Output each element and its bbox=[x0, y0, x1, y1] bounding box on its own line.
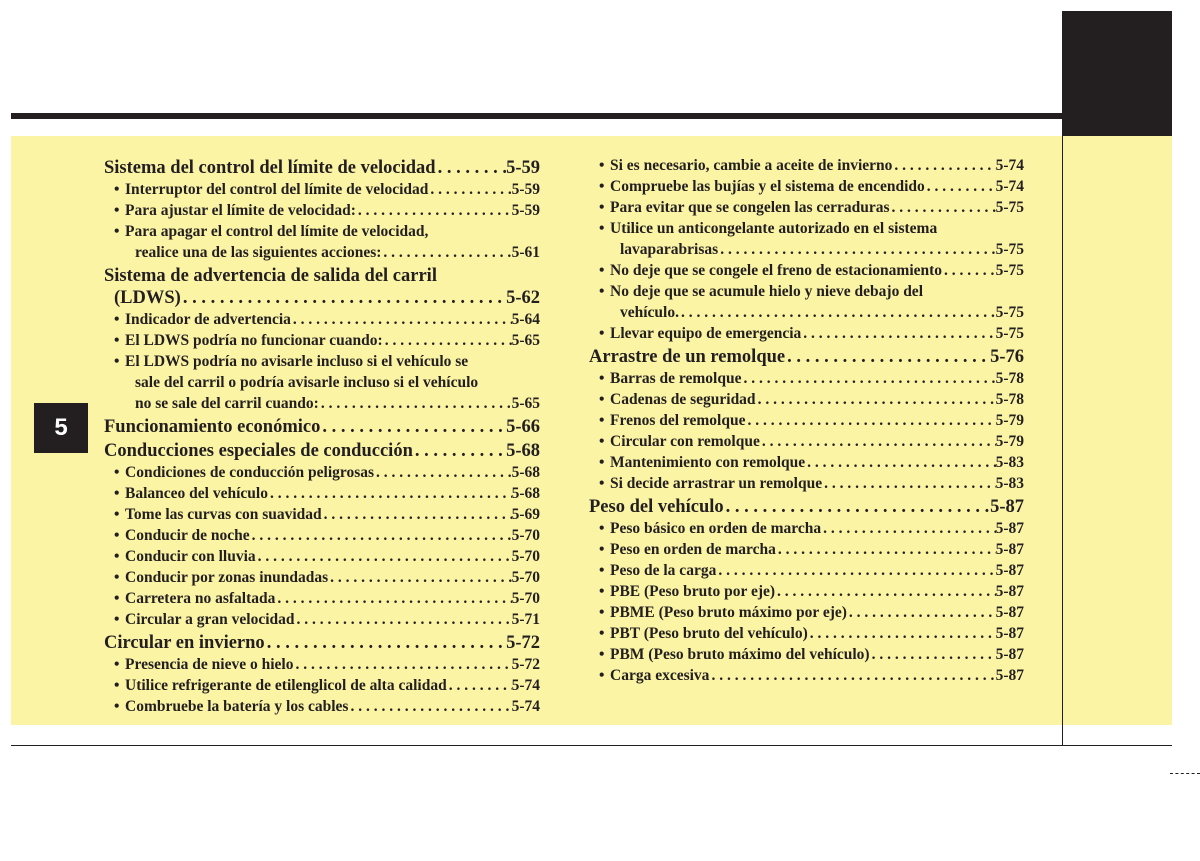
toc-page-number: 5-79 bbox=[995, 433, 1024, 450]
toc-entry-line bbox=[599, 389, 1024, 410]
toc-entry-title: Circular en invierno bbox=[104, 633, 265, 653]
toc-section-entry[interactable] bbox=[104, 440, 540, 462]
dot-leader bbox=[709, 665, 995, 686]
dot-leader bbox=[741, 368, 995, 389]
toc-entry-line bbox=[599, 260, 1024, 281]
toc-subsection-entry[interactable] bbox=[104, 179, 540, 200]
toc-entry-line bbox=[114, 393, 540, 414]
toc-entry-line bbox=[114, 351, 540, 372]
dot-leader bbox=[805, 452, 995, 473]
toc-entry-line bbox=[104, 287, 540, 309]
toc-page-number: 5-70 bbox=[511, 527, 540, 544]
toc-entry-line bbox=[114, 200, 540, 221]
toc-entry-title: Condiciones de conducción peligrosas bbox=[125, 464, 375, 481]
toc-entry-title: Para apagar el control del límite de velocidad, bbox=[125, 223, 429, 240]
toc-entry-title: Carga excesiva bbox=[610, 667, 710, 684]
dot-leader bbox=[801, 323, 995, 344]
dot-leader bbox=[265, 632, 506, 654]
toc-subsection-entry[interactable] bbox=[589, 323, 1024, 344]
toc-page-number: 5-70 bbox=[511, 569, 540, 586]
toc-subsection-entry[interactable] bbox=[589, 539, 1024, 560]
bullet-icon: • bbox=[114, 677, 120, 694]
toc-entry-title: Presencia de nieve o hielo bbox=[125, 656, 294, 673]
toc-entry-title: lavaparabrisas bbox=[620, 241, 719, 258]
toc-entry-title: PBE (Peso bruto por eje) bbox=[610, 583, 776, 600]
toc-page-number: 5-87 bbox=[995, 562, 1024, 579]
toc-subsection-entry[interactable] bbox=[589, 260, 1024, 281]
dot-leader bbox=[847, 602, 996, 623]
toc-subsection-entry[interactable] bbox=[104, 675, 540, 696]
toc-entry-title: Utilice un anticongelante autorizado en el sistema bbox=[610, 220, 938, 237]
toc-subsection-entry[interactable] bbox=[589, 176, 1024, 197]
bullet-icon: • bbox=[114, 569, 120, 586]
dot-leader bbox=[808, 623, 996, 644]
toc-entry-title: Peso de la carga bbox=[610, 562, 717, 579]
toc-subsection-entry[interactable] bbox=[104, 525, 540, 546]
bullet-icon: • bbox=[599, 604, 605, 621]
toc-entry-title: Conducir de noche bbox=[125, 527, 250, 544]
dot-leader bbox=[256, 546, 512, 567]
toc-entry-line bbox=[599, 644, 1024, 665]
toc-page-number: 5-75 bbox=[995, 199, 1024, 216]
toc-entry-line bbox=[599, 302, 1024, 323]
toc-entry-line bbox=[114, 525, 540, 546]
toc-subsection-entry[interactable] bbox=[104, 546, 540, 567]
toc-entry-line bbox=[599, 155, 1024, 176]
bullet-icon: • bbox=[599, 520, 605, 537]
toc-entry-line bbox=[599, 239, 1024, 260]
toc-entry-line bbox=[104, 440, 540, 462]
toc-entry-title: Interruptor del control del límite de velocidad bbox=[125, 181, 429, 198]
toc-page-number: 5-75 bbox=[995, 325, 1024, 342]
toc-entry-title: Frenos del remolque bbox=[610, 412, 746, 429]
toc-entry-title: sale del carril o podría avisarle incluso si el vehículo bbox=[135, 374, 479, 391]
dot-leader bbox=[870, 644, 996, 665]
toc-page-number: 5-61 bbox=[511, 244, 540, 261]
toc-entry-title: Circular a gran velocidad bbox=[125, 611, 295, 628]
toc-entry-title: realice una de las siguientes acciones: bbox=[135, 244, 382, 261]
bullet-icon: • bbox=[599, 412, 605, 429]
bullet-icon: • bbox=[599, 541, 605, 558]
toc-column-left bbox=[104, 155, 540, 717]
toc-subsection-entry[interactable] bbox=[589, 644, 1024, 665]
toc-entry-line bbox=[599, 665, 1024, 686]
toc-entry-line bbox=[114, 675, 540, 696]
toc-entry-line bbox=[599, 410, 1024, 431]
toc-entry-line bbox=[114, 546, 540, 567]
bullet-icon: • bbox=[599, 325, 605, 342]
dot-leader bbox=[776, 539, 996, 560]
toc-subsection-entry[interactable] bbox=[589, 281, 1024, 323]
toc-subsection-entry[interactable] bbox=[589, 560, 1024, 581]
toc-entry-line bbox=[599, 581, 1024, 602]
toc-page-number: 5-70 bbox=[511, 548, 540, 565]
bullet-icon: • bbox=[114, 353, 120, 370]
toc-entry-line bbox=[589, 346, 1024, 368]
toc-entry-title: Si decide arrastrar un remolque bbox=[610, 475, 823, 492]
toc-subsection-entry[interactable] bbox=[589, 518, 1024, 539]
toc-entry-line bbox=[114, 372, 540, 393]
toc-page-number: 5-65 bbox=[511, 332, 540, 349]
toc-entry-title: Para evitar que se congelen las cerraduras bbox=[610, 199, 890, 216]
toc-subsection-entry[interactable] bbox=[589, 368, 1024, 389]
toc-page-number: 5-69 bbox=[511, 506, 540, 523]
dot-leader bbox=[328, 567, 511, 588]
dot-leader bbox=[890, 197, 996, 218]
chapter-number: 5 bbox=[54, 414, 68, 441]
bullet-icon: • bbox=[114, 332, 120, 349]
toc-entry-line bbox=[599, 431, 1024, 452]
toc-subsection-entry[interactable] bbox=[104, 200, 540, 221]
chapter-tab[interactable] bbox=[34, 403, 88, 453]
toc-entry-title: PBM (Peso bruto máximo del vehículo) bbox=[610, 646, 870, 663]
toc-page-number: 5-72 bbox=[511, 656, 540, 673]
bottom-rule bbox=[11, 745, 1172, 746]
bullet-icon: • bbox=[599, 262, 605, 279]
dot-leader bbox=[756, 389, 996, 410]
toc-entry-title: PBT (Peso bruto del vehículo) bbox=[610, 625, 808, 642]
dot-leader bbox=[892, 155, 995, 176]
toc-subsection-entry[interactable] bbox=[589, 431, 1024, 452]
toc-page-number: 5-71 bbox=[511, 611, 540, 628]
dot-leader bbox=[428, 179, 511, 200]
dot-leader bbox=[181, 287, 506, 309]
toc-page-number: 5-87 bbox=[995, 541, 1024, 558]
bullet-icon: • bbox=[114, 506, 120, 523]
toc-entry-title: Conducir por zonas inundadas bbox=[125, 569, 329, 586]
toc-page-number: 5-62 bbox=[506, 288, 540, 308]
toc-column-right bbox=[589, 155, 1024, 686]
toc-entry-title: Si es necesario, cambie a aceite de invierno bbox=[610, 157, 893, 174]
toc-subsection-entry[interactable] bbox=[104, 483, 540, 504]
toc-page-number: 5-68 bbox=[511, 485, 540, 502]
bullet-icon: • bbox=[599, 625, 605, 642]
toc-entry-title: No deje que se congele el freno de estacionamiento bbox=[610, 262, 943, 279]
dot-leader bbox=[760, 431, 996, 452]
toc-entry-title: Peso en orden de marcha bbox=[610, 541, 776, 558]
toc-entry-title: El LDWS podría no funcionar cuando: bbox=[125, 332, 383, 349]
toc-entry-title: Arrastre de un remolque bbox=[589, 347, 786, 367]
bullet-icon: • bbox=[599, 454, 605, 471]
toc-entry-line bbox=[599, 218, 1024, 239]
dot-leader bbox=[925, 176, 996, 197]
toc-entry-line bbox=[104, 416, 540, 438]
toc-section-entry[interactable] bbox=[104, 632, 540, 654]
toc-page-number: 5-75 bbox=[995, 241, 1024, 258]
dot-leader bbox=[821, 518, 995, 539]
toc-page-number: 5-79 bbox=[995, 412, 1024, 429]
toc-subsection-entry[interactable] bbox=[589, 410, 1024, 431]
toc-page-number: 5-87 bbox=[995, 625, 1024, 642]
toc-subsection-entry[interactable] bbox=[589, 665, 1024, 686]
bullet-icon: • bbox=[114, 656, 120, 673]
bullet-icon: • bbox=[599, 583, 605, 600]
bullet-icon: • bbox=[599, 370, 605, 387]
toc-page-number: 5-65 bbox=[511, 395, 540, 412]
toc-page-number: 5-76 bbox=[990, 347, 1024, 367]
bullet-icon: • bbox=[599, 433, 605, 450]
toc-section-entry[interactable] bbox=[104, 157, 540, 179]
bullet-icon: • bbox=[114, 181, 120, 198]
toc-entry-title: Peso del vehículo bbox=[589, 497, 724, 517]
toc-page-number: 5-83 bbox=[995, 475, 1024, 492]
dot-leader bbox=[436, 157, 506, 179]
toc-entry-title: No deje que se acumule hielo y nieve debajo del bbox=[610, 283, 923, 300]
toc-entry-line bbox=[114, 567, 540, 588]
dot-leader bbox=[293, 654, 511, 675]
toc-entry-title: Utilice refrigerante de etilenglicol de alta calidad bbox=[125, 677, 447, 694]
toc-entry-line bbox=[114, 179, 540, 200]
toc-entry-line bbox=[599, 323, 1024, 344]
footer-dashes bbox=[1170, 773, 1200, 774]
toc-page-number: 5-74 bbox=[995, 157, 1024, 174]
chapter-block bbox=[1062, 11, 1172, 136]
toc-page-number: 5-78 bbox=[995, 391, 1024, 408]
toc-entry-line bbox=[599, 281, 1024, 302]
toc-entry-line bbox=[104, 157, 540, 179]
toc-subsection-entry[interactable] bbox=[104, 567, 540, 588]
header-rule bbox=[11, 113, 1062, 119]
toc-entry-line bbox=[114, 309, 540, 330]
toc-entry-line bbox=[114, 483, 540, 504]
dot-leader bbox=[775, 581, 996, 602]
bullet-icon: • bbox=[114, 223, 120, 240]
toc-subsection-entry[interactable] bbox=[104, 696, 540, 717]
toc-page-number: 5-59 bbox=[511, 202, 540, 219]
bullet-icon: • bbox=[114, 698, 120, 715]
bullet-icon: • bbox=[599, 646, 605, 663]
dot-leader bbox=[268, 483, 512, 504]
toc-entry-line bbox=[599, 368, 1024, 389]
toc-section-entry[interactable] bbox=[589, 346, 1024, 368]
toc-entry-title: Tome las curvas con suavidad bbox=[125, 506, 322, 523]
toc-entry-line bbox=[589, 496, 1024, 518]
toc-subsection-entry[interactable] bbox=[104, 654, 540, 675]
toc-subsection-entry[interactable] bbox=[104, 221, 540, 263]
toc-entry-line bbox=[114, 588, 540, 609]
dot-leader bbox=[320, 416, 506, 438]
toc-entry-line bbox=[114, 504, 540, 525]
bullet-icon: • bbox=[599, 667, 605, 684]
toc-entry-line bbox=[104, 632, 540, 654]
bullet-icon: • bbox=[599, 157, 605, 174]
toc-entry-title: vehículo. bbox=[620, 304, 679, 321]
toc-page-number: 5-75 bbox=[995, 304, 1024, 321]
bullet-icon: • bbox=[114, 485, 120, 502]
toc-entry-title: Cadenas de seguridad bbox=[610, 391, 756, 408]
toc-page-number: 5-87 bbox=[995, 604, 1024, 621]
toc-entry-title: Sistema de advertencia de salida del carril bbox=[104, 266, 437, 286]
bullet-icon: • bbox=[114, 311, 120, 328]
toc-entry-title: Mantenimiento con remolque bbox=[610, 454, 806, 471]
toc-entry-title: El LDWS podría no avisarle incluso si el vehículo se bbox=[125, 353, 469, 370]
toc-section-entry[interactable] bbox=[589, 496, 1024, 518]
toc-page-number: 5-87 bbox=[995, 583, 1024, 600]
toc-subsection-entry[interactable] bbox=[104, 462, 540, 483]
bullet-icon: • bbox=[599, 178, 605, 195]
bullet-icon: • bbox=[114, 590, 120, 607]
toc-entry-line bbox=[114, 221, 540, 242]
toc-entry-line bbox=[114, 654, 540, 675]
toc-page-number: 5-87 bbox=[995, 646, 1024, 663]
dot-leader bbox=[942, 260, 996, 281]
toc-entry-line bbox=[599, 176, 1024, 197]
toc-entry-line bbox=[599, 602, 1024, 623]
dot-leader bbox=[381, 242, 511, 263]
toc-entry-title: Indicador de advertencia bbox=[125, 311, 291, 328]
toc-entry-line bbox=[114, 609, 540, 630]
bullet-icon: • bbox=[599, 562, 605, 579]
dot-leader bbox=[275, 588, 511, 609]
toc-subsection-entry[interactable] bbox=[104, 330, 540, 351]
toc-page-number: 5-83 bbox=[995, 454, 1024, 471]
toc-entry-title: Peso básico en orden de marcha bbox=[610, 520, 822, 537]
toc-page-number: 5-78 bbox=[995, 370, 1024, 387]
toc-subsection-entry[interactable] bbox=[104, 504, 540, 525]
bullet-icon: • bbox=[599, 199, 605, 216]
toc-entry-line bbox=[599, 197, 1024, 218]
toc-page-number: 5-64 bbox=[511, 311, 540, 328]
panel-divider bbox=[1062, 136, 1063, 745]
toc-subsection-entry[interactable] bbox=[589, 155, 1024, 176]
toc-entry-line bbox=[599, 539, 1024, 560]
toc-entry-title: Para ajustar el límite de velocidad: bbox=[125, 202, 356, 219]
dot-leader bbox=[413, 440, 506, 462]
dot-leader bbox=[295, 609, 512, 630]
toc-subsection-entry[interactable] bbox=[589, 473, 1024, 494]
toc-entry-line bbox=[599, 473, 1024, 494]
bullet-icon: • bbox=[114, 464, 120, 481]
bullet-icon: • bbox=[114, 202, 120, 219]
toc-entry-title: Barras de remolque bbox=[610, 370, 742, 387]
toc-subsection-entry[interactable] bbox=[589, 197, 1024, 218]
toc-subsection-entry[interactable] bbox=[589, 389, 1024, 410]
toc-page-number: 5-75 bbox=[995, 262, 1024, 279]
toc-entry-title: PBME (Peso bruto máximo por eje) bbox=[610, 604, 847, 621]
toc-entry-title: (LDWS) bbox=[114, 288, 181, 308]
toc-entry-title: Llevar equipo de emergencia bbox=[610, 325, 802, 342]
toc-subsection-entry[interactable] bbox=[589, 452, 1024, 473]
dot-leader bbox=[724, 496, 990, 518]
bullet-icon: • bbox=[114, 548, 120, 565]
toc-page-number: 5-87 bbox=[995, 520, 1024, 537]
bullet-icon: • bbox=[599, 475, 605, 492]
toc-page-number: 5-70 bbox=[511, 590, 540, 607]
dot-leader bbox=[250, 525, 512, 546]
toc-subsection-entry[interactable] bbox=[589, 581, 1024, 602]
dot-leader bbox=[447, 675, 512, 696]
toc-entry-line bbox=[599, 518, 1024, 539]
toc-entry-title: Funcionamiento económico bbox=[104, 417, 321, 437]
bullet-icon: • bbox=[599, 220, 605, 237]
toc-entry-line bbox=[114, 330, 540, 351]
toc-entry-title: Sistema del control del límite de velocidad bbox=[104, 158, 436, 178]
dot-leader bbox=[679, 302, 996, 323]
toc-entry-title: Carretera no asfaltada bbox=[125, 590, 276, 607]
dot-leader bbox=[718, 239, 995, 260]
toc-entry-line bbox=[114, 242, 540, 263]
toc-entry-title: no se sale del carril cuando: bbox=[135, 395, 319, 412]
toc-entry-title: Combruebe la batería y los cables bbox=[125, 698, 349, 715]
toc-entry-title: Compruebe las bujías y el sistema de encendido bbox=[610, 178, 925, 195]
toc-subsection-entry[interactable] bbox=[589, 602, 1024, 623]
dot-leader bbox=[785, 346, 990, 368]
toc-entry-title: Conducir con lluvia bbox=[125, 548, 256, 565]
toc-page-number: 5-66 bbox=[506, 417, 540, 437]
toc-page-number: 5-59 bbox=[506, 158, 540, 178]
toc-page-number: 5-87 bbox=[990, 497, 1024, 517]
toc-page-number: 5-74 bbox=[511, 677, 540, 694]
toc-subsection-entry[interactable] bbox=[104, 309, 540, 330]
toc-subsection-entry[interactable] bbox=[104, 351, 540, 414]
toc-page-number: 5-72 bbox=[506, 633, 540, 653]
toc-entry-line bbox=[114, 462, 540, 483]
dot-leader bbox=[822, 473, 995, 494]
toc-section-entry[interactable] bbox=[104, 265, 540, 309]
toc-subsection-entry[interactable] bbox=[589, 623, 1024, 644]
toc-entry-title: Circular con remolque bbox=[610, 433, 760, 450]
dot-leader bbox=[322, 504, 512, 525]
toc-entry-line bbox=[599, 623, 1024, 644]
bullet-icon: • bbox=[114, 527, 120, 544]
toc-page-number: 5-74 bbox=[995, 178, 1024, 195]
toc-page-number: 5-87 bbox=[995, 667, 1024, 684]
toc-entry-line bbox=[104, 265, 540, 287]
toc-section-entry[interactable] bbox=[104, 416, 540, 438]
dot-leader bbox=[356, 200, 512, 221]
bullet-icon: • bbox=[599, 283, 605, 300]
toc-entry-line bbox=[114, 696, 540, 717]
dot-leader bbox=[348, 696, 511, 717]
toc-entry-title: Conducciones especiales de conducción bbox=[104, 441, 413, 461]
toc-page-number: 5-59 bbox=[511, 181, 540, 198]
toc-subsection-entry[interactable] bbox=[104, 588, 540, 609]
toc-page-number: 5-74 bbox=[511, 698, 540, 715]
toc-entry-title: Balanceo del vehículo bbox=[125, 485, 268, 502]
bullet-icon: • bbox=[114, 611, 120, 628]
dot-leader bbox=[374, 462, 512, 483]
bullet-icon: • bbox=[599, 391, 605, 408]
toc-page-number: 5-68 bbox=[506, 441, 540, 461]
dot-leader bbox=[716, 560, 995, 581]
dot-leader bbox=[319, 393, 512, 414]
toc-page-number: 5-68 bbox=[511, 464, 540, 481]
toc-entry-line bbox=[599, 560, 1024, 581]
dot-leader bbox=[745, 410, 995, 431]
toc-entry-line bbox=[599, 452, 1024, 473]
dot-leader bbox=[383, 330, 512, 351]
toc-subsection-entry[interactable] bbox=[589, 218, 1024, 260]
dot-leader bbox=[291, 309, 512, 330]
toc-subsection-entry[interactable] bbox=[104, 609, 540, 630]
